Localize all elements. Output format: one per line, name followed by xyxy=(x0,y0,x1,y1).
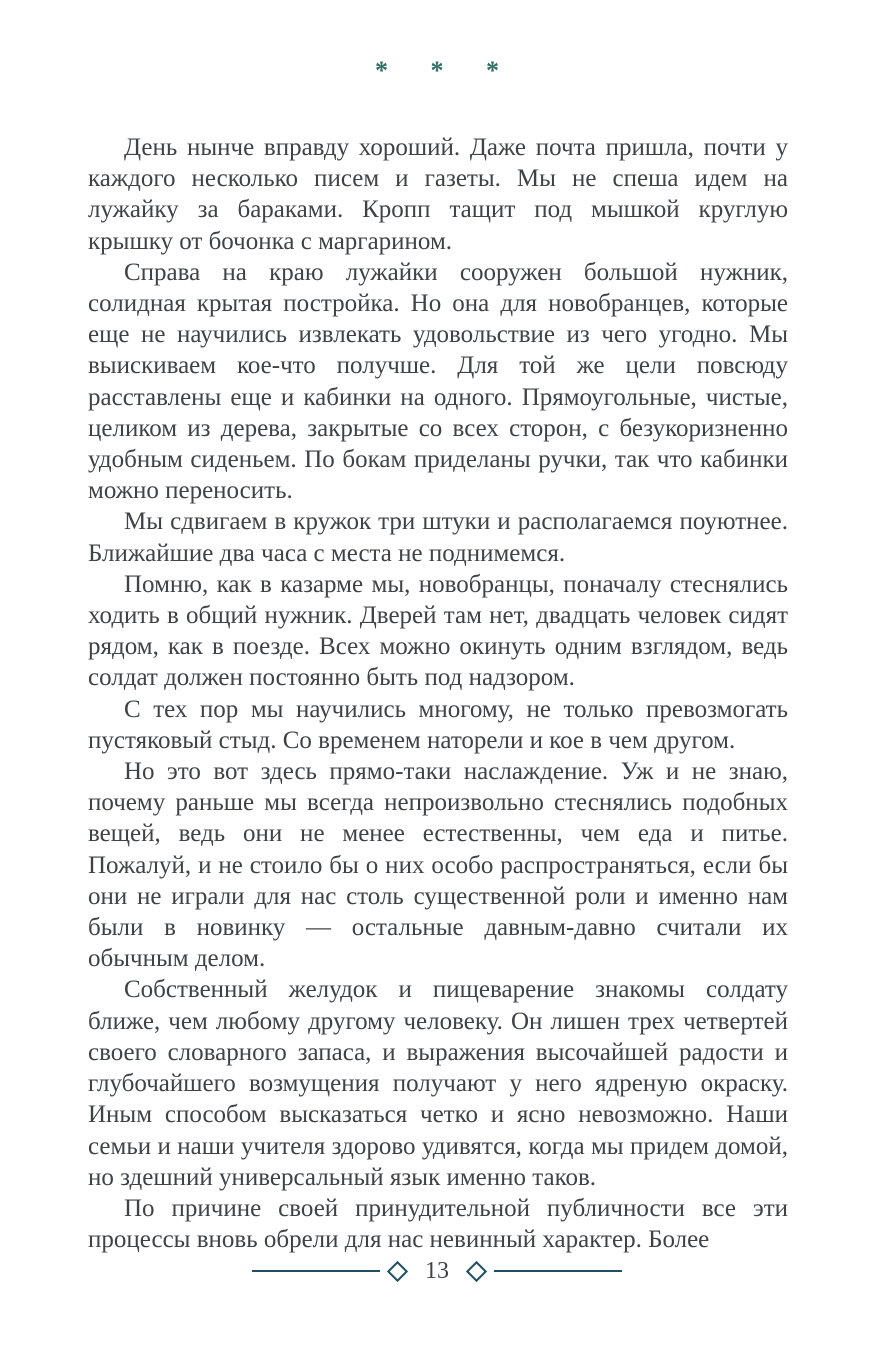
paragraph: Мы сдвигаем в кружок три штуки и располагаемся поуютнее. Ближайшие два часа с места не поднимемся. xyxy=(88,508,788,567)
diamond-icon xyxy=(466,1260,487,1281)
diamond-icon xyxy=(387,1260,408,1281)
page-footer-ornament xyxy=(0,1254,874,1288)
paragraph: Справа на краю лужайки сооружен большой нужник, солидная крытая постройка. Но она для новобранцев, которые еще не научились извлекать удовольствие из чего угодно. Мы выискиваем кое-что получше. Для той же цели повсюду расставлены еще и кабинки на одного. Прямоугольные, чистые, целиком из дерева, закрытые со всех сторон, с безукоризненно удобным сиденьем. По бокам приделаны ручки, так что кабинки можно переносить. xyxy=(88,258,788,505)
section-separator: * * * xyxy=(375,56,499,85)
paragraph: По причине своей принудительной публичности все эти процессы вновь обрели для нас невинный характер. Более xyxy=(88,1194,788,1254)
paragraph: Помню, как в казарме мы, новобранцы, поначалу стеснялись ходить в общий нужник. Дверей там нет, двадцать человек сидят рядом, как в поезде. Всех можно окинуть одним взглядом, ведь солдат должен постоянно быть под надзором. xyxy=(88,570,788,692)
paragraph: С тех пор мы научились многому, не только превозмогать пустяковый стыд. Со временем наторели и кое в чем другом. xyxy=(88,695,788,754)
paragraph: Но это вот здесь прямо-таки наслаждение. Уж и не знаю, почему раньше мы всегда непроизвольно стеснялись подобных вещей, ведь они не менее естественны, чем еда и питье. Пожалуй, и не стоило бы о них особо распространяться, если бы они не играли для нас столь существенной роли и именно нам были в новинку — остальные давным-давно считали их обычным делом. xyxy=(88,758,788,973)
footer-rule-right xyxy=(494,1270,622,1273)
page-text xyxy=(88,132,788,1255)
paragraph: Собственный желудок и пищеварение знакомы солдату ближе, чем любому другому человеку. Он лишен трех четвертей своего словарного запаса, и выражения высочайшей радости и глубочайшего возмущения получают у него ядреную окраску. Иным способом высказаться четко и ясно невозможно. Наши семьи и наши учителя здорово удивятся, когда мы придем домой, но здешний универсальный язык именно таков. xyxy=(88,976,788,1191)
page-number: 13 xyxy=(425,1258,449,1284)
paragraph: День нынче вправду хороший. Даже почта пришла, почти у каждого несколько писем и газеты. Мы не спеша идем на лужайку за бараками. Кропп тащит под мышкой круглую крышку от бочонка с маргарином. xyxy=(88,134,788,255)
footer-rule-left xyxy=(252,1270,380,1273)
